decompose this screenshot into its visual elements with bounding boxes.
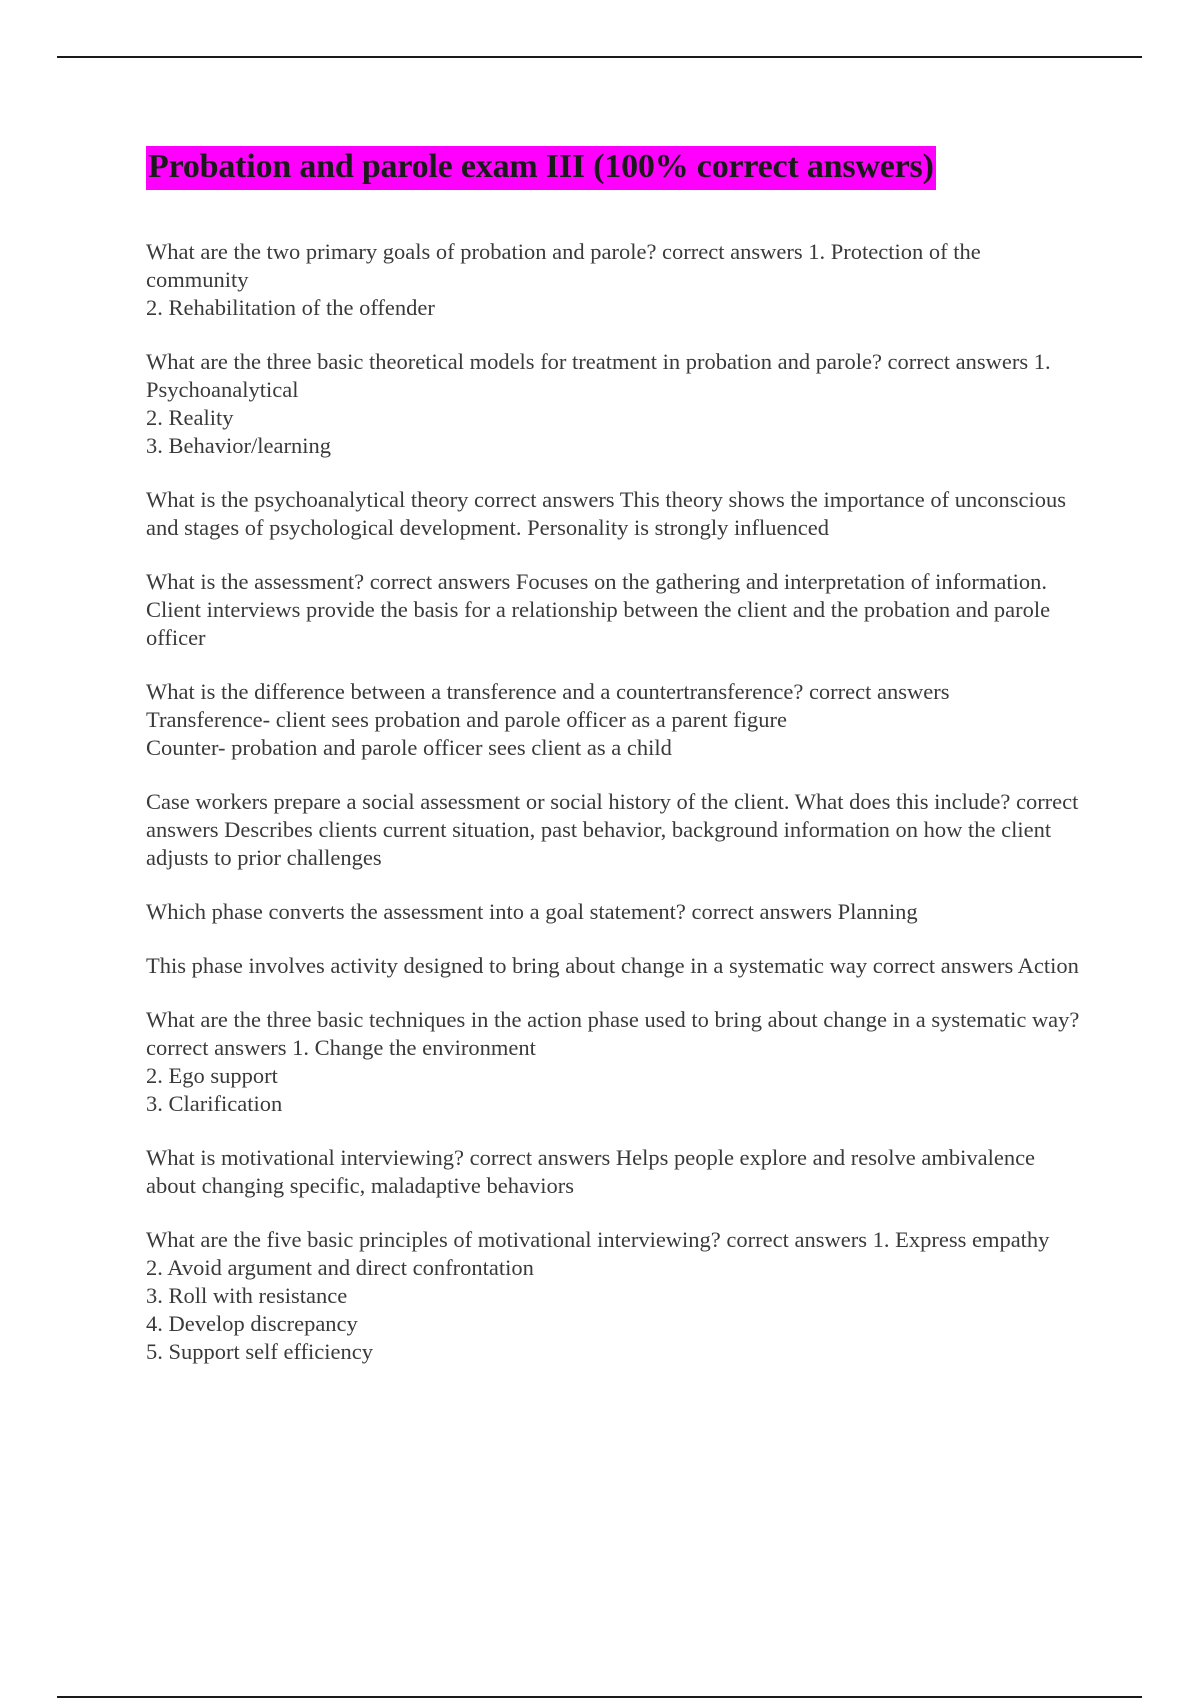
- document-body: [146, 146, 1086, 1392]
- qa-entry-11: What are the five basic principles of motivational interviewing? correct answers 1. Express empathy 2. Avoid argument and direct confrontation 3. Roll with resistance 4. Develop discrepancy 5. Support self efficiency: [146, 1227, 1050, 1364]
- qa-entry-7: Which phase converts the assessment into a goal statement? correct answers Planning: [146, 899, 918, 924]
- qa-entry-5: What is the difference between a transference and a countertransference? correct answers Transference- client sees probation and parole officer as a parent figure Counter- probation and parole officer sees client as a child: [146, 679, 950, 760]
- document-title: Probation and parole exam III (100% correct answers): [146, 146, 936, 190]
- qa-list: [146, 238, 1086, 1366]
- qa-entry-8: This phase involves activity designed to bring about change in a systematic way correct answers Action: [146, 953, 1079, 978]
- qa-entry-9: What are the three basic techniques in the action phase used to bring about change in a systematic way? correct answers 1. Change the environment 2. Ego support 3. Clarification: [146, 1007, 1080, 1116]
- qa-entry-2: What are the three basic theoretical models for treatment in probation and parole? correct answers 1. Psychoanalytical 2. Reality 3. Behavior/learning: [146, 349, 1051, 458]
- top-rule: [57, 56, 1142, 58]
- qa-entry-3: What is the psychoanalytical theory correct answers This theory shows the importance of unconscious and stages of psychological development. Personality is strongly influenced: [146, 487, 1066, 540]
- bottom-rule: [57, 1696, 1142, 1698]
- qa-entry-4: What is the assessment? correct answers Focuses on the gathering and interpretation of information. Client interviews provide the basis for a relationship between the client and the probation and parole officer: [146, 569, 1051, 650]
- qa-entry-6: Case workers prepare a social assessment or social history of the client. What does this include? correct answers Describes clients current situation, past behavior, background information on how the client adjusts to prior challenges: [146, 789, 1079, 870]
- qa-entry-10: What is motivational interviewing? correct answers Helps people explore and resolve ambivalence about changing specific, maladaptive behaviors: [146, 1145, 1036, 1198]
- qa-entry-1: What are the two primary goals of probation and parole? correct answers 1. Protection of the community 2. Rehabilitation of the offender: [146, 239, 981, 320]
